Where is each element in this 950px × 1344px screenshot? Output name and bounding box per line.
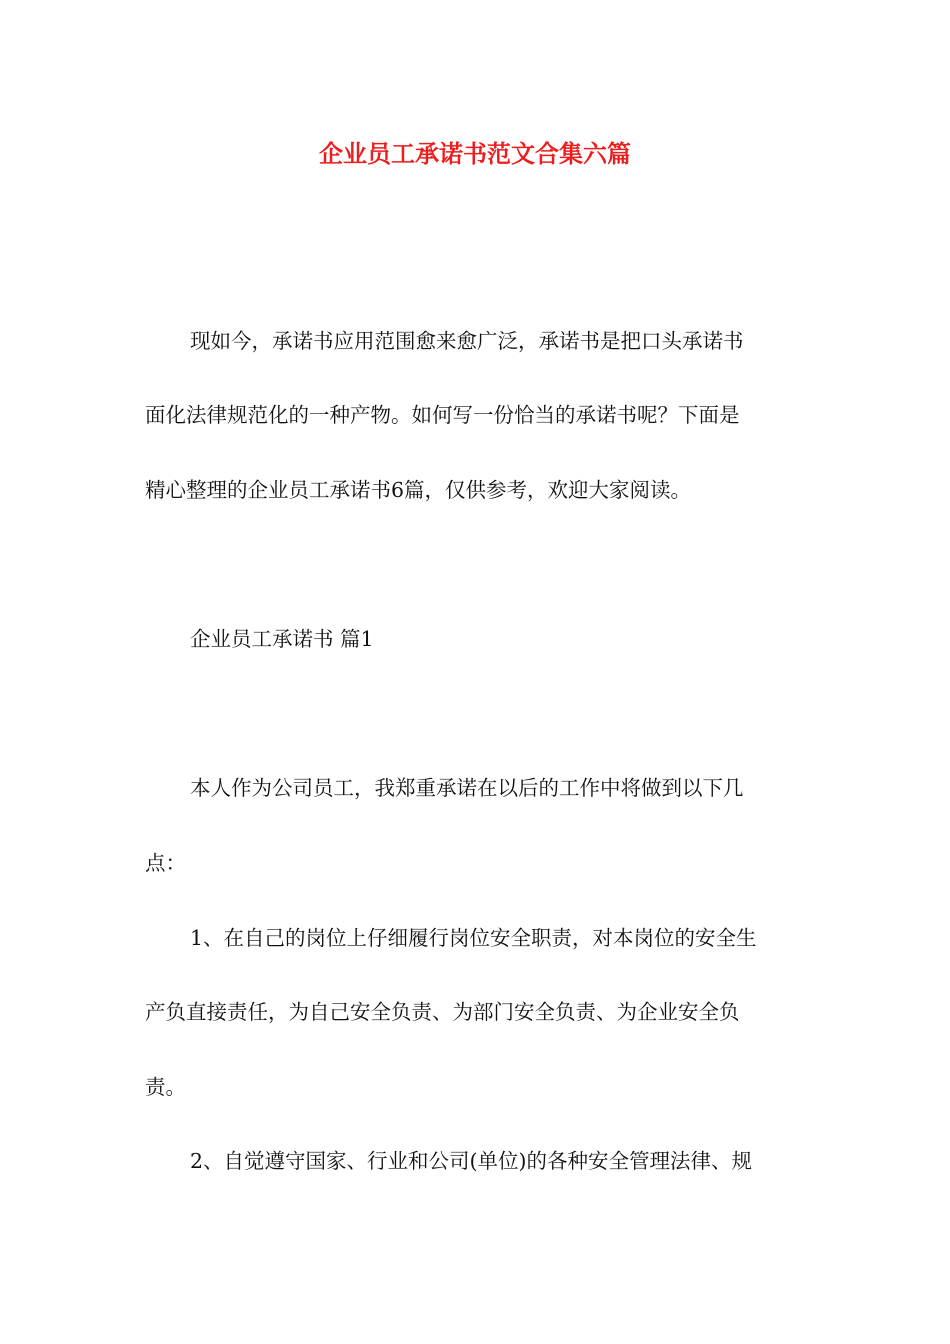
body-line-3: 1、在自己的岗位上仔细履行岗位安全职责，对本岗位的安全生 [190,926,757,950]
section-heading-1: 企业员工承诺书 篇1 [190,627,374,651]
body-line-4: 产负直接责任，为自己安全负责、为部门安全负责、为企业安全负 [145,1000,740,1024]
document-title: 企业员工承诺书范文合集六篇 [319,139,631,168]
body-line-2: 点： [145,851,186,875]
intro-line-2: 面化法律规范化的一种产物。如何写一份恰当的承诺书呢？下面是 [145,403,740,427]
intro-line-1: 现如今，承诺书应用范围愈来愈广泛，承诺书是把口头承诺书 [190,329,744,353]
body-line-6: 2、自觉遵守国家、行业和公司(单位)的各种安全管理法律、规 [190,1149,753,1173]
body-line-1: 本人作为公司员工，我郑重承诺在以后的工作中将做到以下几 [190,776,744,800]
intro-line-3: 精心整理的企业员工承诺书6篇，仅供参考，欢迎大家阅读。 [145,478,692,502]
body-line-5: 责。 [145,1075,186,1099]
